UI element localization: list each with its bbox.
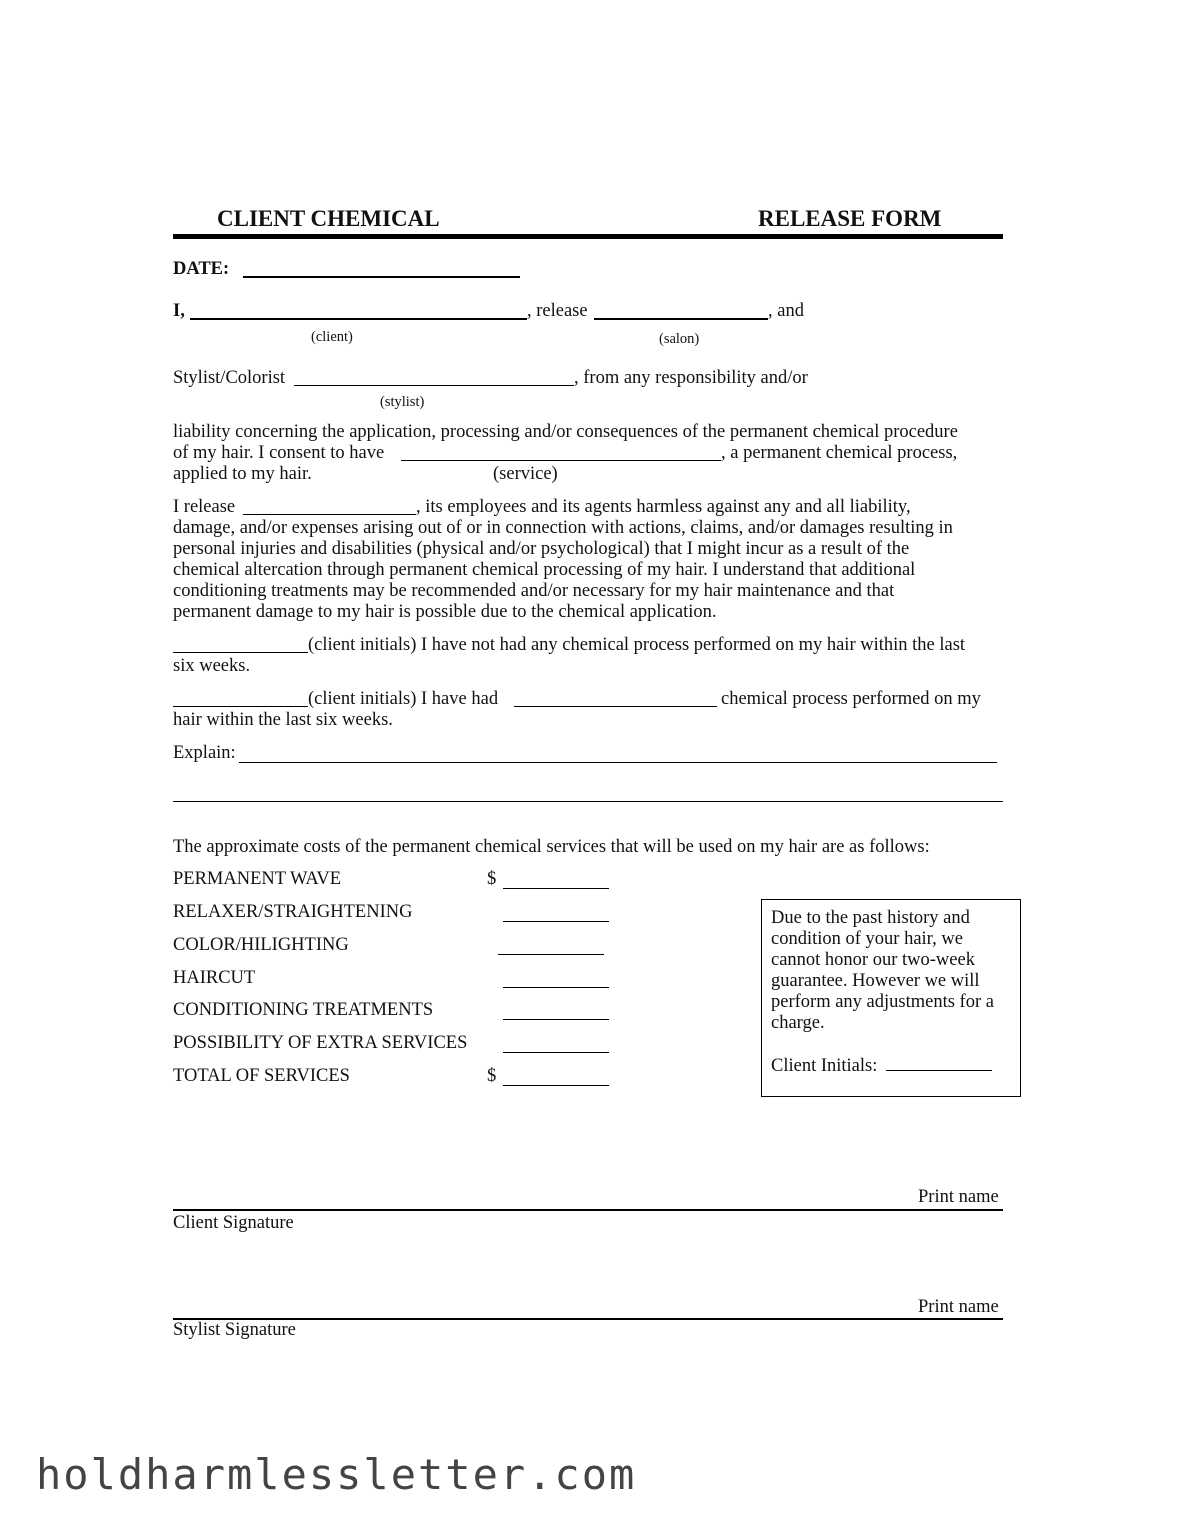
initials2-line1-end: chemical process performed on my [721, 689, 981, 709]
cost-field[interactable] [503, 1019, 609, 1020]
explain-field-line1[interactable] [239, 762, 997, 763]
chemical-process-field[interactable] [514, 706, 717, 707]
cost-field[interactable] [498, 954, 604, 955]
client-initials-field[interactable] [886, 1055, 992, 1071]
client-initials-label: Client Initials: [771, 1056, 878, 1076]
initials-field-1[interactable] [173, 652, 308, 653]
dollar-sign: $ [487, 1066, 497, 1086]
cost-label: POSSIBILITY OF EXTRA SERVICES [173, 1033, 468, 1053]
client-signature-line[interactable] [173, 1209, 1003, 1211]
initials1-line1: (client initials) I have not had any chemical process performed on my hair within the last [308, 635, 966, 655]
service-caption: (service) [493, 464, 558, 484]
cost-label: RELAXER/STRAIGHTENING [173, 902, 413, 922]
para2-line6: permanent damage to my hair is possible due to the chemical application. [173, 602, 717, 622]
stylist-suffix: , from any responsibility and/or [574, 368, 808, 388]
guarantee-notice-box [761, 899, 1021, 1097]
explain-label: Explain: [173, 743, 236, 763]
stylist-signature-line[interactable] [173, 1318, 1003, 1320]
para2-line1-suffix: , its employees and its agents harmless against any and all liability, [416, 497, 911, 517]
stylist-name-field[interactable] [294, 385, 574, 386]
para2-line1-prefix: I release [173, 497, 236, 517]
notice-line: cannot honor our two-week [771, 950, 975, 970]
initials2-line1-mid: (client initials) I have had [308, 689, 499, 709]
salon-name-field[interactable] [594, 318, 768, 320]
initials-field-2[interactable] [173, 706, 308, 707]
notice-line: condition of your hair, we [771, 929, 963, 949]
header-rule [173, 234, 1003, 239]
para2-line2: damage, and/or expenses arising out of or in connection with actions, claims, and/or damages resulting in [173, 518, 953, 538]
date-field[interactable] [243, 276, 520, 278]
cost-label: COLOR/HILIGHTING [173, 935, 349, 955]
stylist-signature-label: Stylist Signature [173, 1320, 296, 1340]
explain-field-line2[interactable] [173, 801, 1003, 802]
cost-label: HAIRCUT [173, 968, 256, 988]
para2-line5: conditioning treatments may be recommended and/or necessary for my hair maintenance and that [173, 581, 895, 601]
costs-intro: The approximate costs of the permanent chemical services that will be used on my hair are as follows: [173, 837, 930, 857]
cost-field[interactable] [503, 1052, 609, 1053]
para2-line3: personal injuries and disabilities (physical and/or psychological) that I might incur as a result of the [173, 539, 910, 559]
salon-caption: (salon) [659, 331, 700, 347]
notice-line: charge. [771, 1013, 825, 1033]
cost-label: PERMANENT WAVE [173, 869, 342, 889]
client-name-field[interactable] [190, 318, 527, 320]
initials2-line2: hair within the last six weeks. [173, 710, 393, 730]
client-signature-label: Client Signature [173, 1213, 294, 1233]
para1-line2-suffix: , a permanent chemical process, [721, 443, 958, 463]
dollar-sign: $ [487, 869, 497, 889]
site-watermark: holdharmlessletter.com [36, 1450, 637, 1499]
para2-line4: chemical altercation through permanent chemical processing of my hair. I understand that additional [173, 560, 916, 580]
release-prefix: I, [173, 301, 185, 321]
cost-field[interactable] [503, 921, 609, 922]
notice-line: guarantee. However we will [771, 971, 980, 991]
form-title-left: CLIENT CHEMICAL [217, 206, 440, 231]
cost-label: TOTAL OF SERVICES [173, 1066, 350, 1086]
stylist-label: Stylist/Colorist [173, 368, 286, 388]
notice-line: perform any adjustments for a [771, 992, 994, 1012]
date-label: DATE: [173, 259, 230, 279]
cost-field[interactable] [503, 987, 609, 988]
stylist-caption: (stylist) [380, 394, 425, 410]
form-title-right: RELEASE FORM [758, 206, 942, 231]
service-field[interactable] [401, 460, 721, 461]
para1-line3: applied to my hair. [173, 464, 312, 484]
cost-field[interactable] [503, 1085, 609, 1086]
notice-line: Due to the past history and [771, 908, 970, 928]
print-name-label-client: Print name [918, 1187, 999, 1207]
client-caption: (client) [311, 329, 353, 345]
and-word: , and [768, 301, 804, 321]
release-salon-field[interactable] [243, 514, 416, 515]
print-name-label-stylist: Print name [918, 1297, 999, 1317]
para1-line2-prefix: of my hair. I consent to have [173, 443, 385, 463]
release-word: , release [527, 301, 588, 321]
para1-line1: liability concerning the application, processing and/or consequences of the permanent chemical procedure [173, 422, 958, 442]
initials1-line2: six weeks. [173, 656, 251, 676]
cost-label: CONDITIONING TREATMENTS [173, 1000, 434, 1020]
cost-field[interactable] [503, 888, 609, 889]
